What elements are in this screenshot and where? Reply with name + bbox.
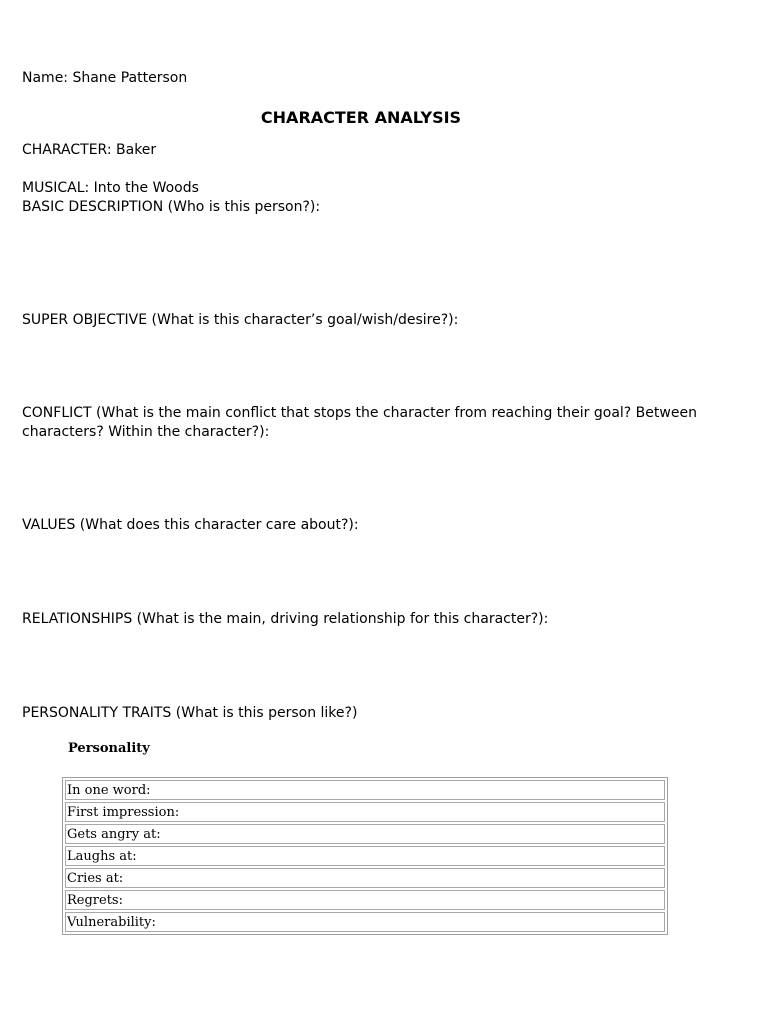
conflict-prompt: CONFLICT (What is the main conflict that stops the character from reaching their goal? Between characters? Within the character?):: [22, 405, 697, 440]
character-field: CHARACTER: Baker: [22, 142, 157, 158]
super-objective-prompt: SUPER OBJECTIVE (What is this character’s goal/wish/desire?):: [22, 312, 459, 328]
personality-heading: Personality: [68, 741, 150, 756]
personality-row-first-impression: First impression:: [65, 802, 665, 822]
personality-row-one-word: In one word:: [65, 780, 665, 800]
name-line: Name: Shane Patterson: [22, 70, 188, 86]
personality-traits-prompt: PERSONALITY TRAITS (What is this person like?): [22, 705, 358, 721]
relationships-prompt: RELATIONSHIPS (What is the main, driving relationship for this character?):: [22, 611, 549, 627]
personality-row-cries: Cries at:: [65, 868, 665, 888]
musical-field: MUSICAL: Into the Woods: [22, 180, 199, 196]
personality-row-regrets: Regrets:: [65, 890, 665, 910]
page-title: CHARACTER ANALYSIS: [260, 108, 462, 127]
personality-table: [62, 777, 668, 935]
personality-row-gets-angry: Gets angry at:: [65, 824, 665, 844]
values-prompt: VALUES (What does this character care about?):: [22, 517, 359, 533]
personality-row-laughs: Laughs at:: [65, 846, 665, 866]
personality-row-vulnerability: Vulnerability:: [65, 912, 665, 932]
basic-description-prompt: BASIC DESCRIPTION (Who is this person?):: [22, 199, 321, 215]
